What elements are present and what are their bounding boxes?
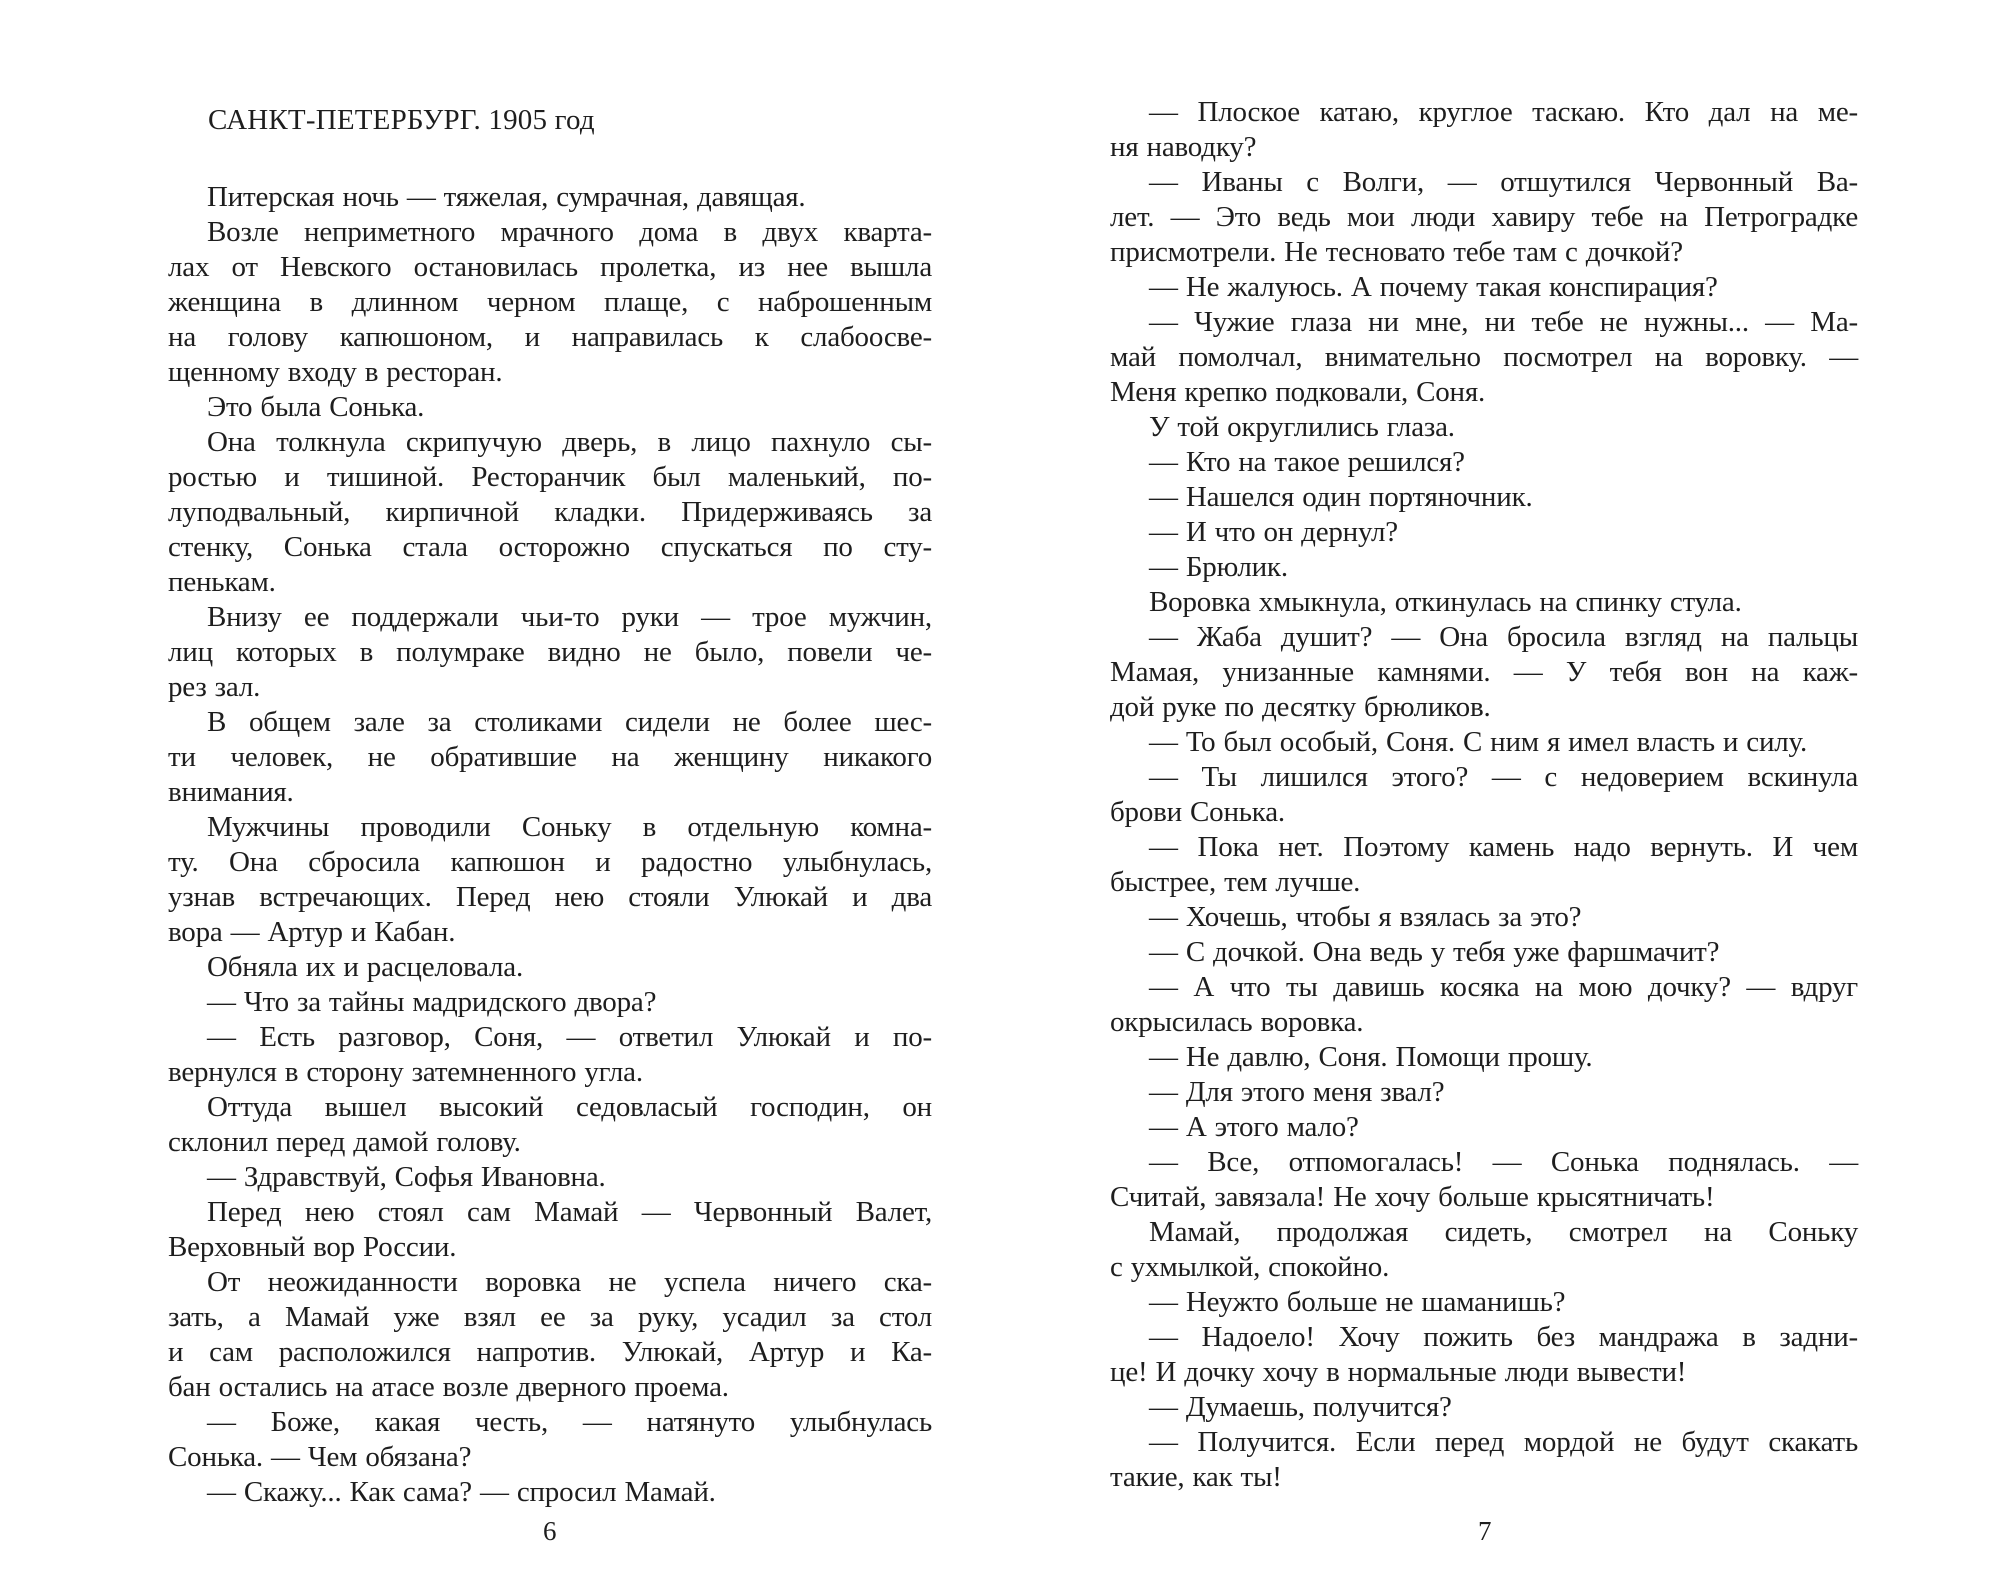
text-line: ти человек, не обратившие на женщину никакого — [168, 741, 932, 773]
text-line: — Для этого меня звал? — [1149, 1076, 1445, 1108]
text-line: — Есть разговор, Соня, — ответил Улюкай и по- — [207, 1021, 932, 1053]
text-line: вернулся в сторону затемненного угла. — [168, 1056, 643, 1088]
text-line: пенькам. — [168, 566, 276, 598]
text-line: — Здравствуй, Софья Ивановна. — [207, 1161, 606, 1193]
text-line: Меня крепко подковали, Соня. — [1110, 376, 1486, 408]
text-line: Это была Сонька. — [207, 391, 425, 423]
text-line: — Жаба душит? — Она бросила взгляд на пальцы — [1149, 621, 1858, 653]
text-line: внимания. — [168, 776, 294, 808]
text-line: — Нашелся один портяночник. — [1149, 481, 1533, 513]
text-line: на голову капюшоном, и направилась к слабоосве- — [168, 321, 932, 353]
text-line: — Кто на такое решился? — [1149, 446, 1465, 478]
text-line: ростью и тишиной. Ресторанчик был маленький, по- — [168, 461, 932, 493]
text-line: — Чужие глаза ни мне, ни тебе не нужны... — Ма- — [1149, 306, 1858, 338]
text-line: Внизу ее поддержали чьи-то руки — трое мужчин, — [207, 601, 932, 633]
text-line: — Ты лишился этого? — с недоверием вскинула — [1149, 761, 1858, 793]
text-line: — Думаешь, получится? — [1149, 1391, 1452, 1423]
text-line: зать, а Мамай уже взял ее за руку, усадил за стол — [168, 1301, 932, 1333]
text-line: — И что он дернул? — [1149, 516, 1398, 548]
text-line: окрысилась воровка. — [1110, 1006, 1364, 1038]
text-line: — А что ты давишь косяка на мою дочку? — вдруг — [1149, 971, 1858, 1003]
text-line: рез зал. — [168, 671, 261, 703]
text-line: У той округлились глаза. — [1149, 411, 1455, 443]
page-number: 6 — [543, 1516, 557, 1546]
text-line: — Боже, какая честь, — натянуто улыбнулась — [207, 1406, 932, 1438]
text-line: — Получится. Если перед мордой не будут скакать — [1149, 1426, 1858, 1458]
text-line: — Все, отпомогалась! — Сонька поднялась. — — [1149, 1146, 1858, 1178]
text-line: ту. Она сбросила капюшон и радостно улыбнулась, — [168, 846, 932, 878]
text-line: с ухмылкой, спокойно. — [1110, 1251, 1390, 1283]
text-line: Обняла их и расцеловала. — [207, 951, 524, 983]
text-line: присмотрели. Не тесновато тебе там с дочкой? — [1110, 236, 1683, 268]
text-line: бан остались на атасе возле дверного проема. — [168, 1371, 729, 1403]
text-line: Оттуда вышел высокий седовласый господин, он — [207, 1091, 932, 1123]
text-line: — Надоело! Хочу пожить без мандража в задни- — [1149, 1321, 1858, 1353]
text-line: луподвальный, кирпичной кладки. Придерживаясь за — [168, 496, 932, 528]
text-line: брови Сонька. — [1110, 796, 1285, 828]
text-line: щенному входу в ресторан. — [168, 356, 503, 388]
chapter-heading: САНКТ-ПЕТЕРБУРГ. 1905 год — [208, 104, 595, 136]
text-line: — Не давлю, Соня. Помощи прошу. — [1149, 1041, 1593, 1073]
text-line: — Плоское катаю, круглое таскаю. Кто дал на ме- — [1149, 96, 1858, 128]
text-line: женщина в длинном черном плаще, с наброшенным — [168, 286, 932, 318]
text-line: — А этого мало? — [1149, 1111, 1359, 1143]
text-line: Мужчины проводили Соньку в отдельную комна- — [207, 811, 932, 843]
text-line: Сонька. — Чем обязана? — [168, 1441, 472, 1473]
text-line: Мамая, унизанные камнями. — У тебя вон на каж- — [1110, 656, 1858, 688]
text-line: Верховный вор России. — [168, 1231, 457, 1263]
text-line: — Скажу... Как сама? — спросил Мамай. — [207, 1476, 716, 1508]
text-line: лах от Невского остановилась пролетка, из нее вышла — [168, 251, 932, 283]
text-line: Возле неприметного мрачного дома в двух кварта- — [207, 216, 932, 248]
text-line: и сам расположился напротив. Улюкай, Артур и Ка- — [168, 1336, 932, 1368]
text-line: быстрее, тем лучше. — [1110, 866, 1361, 898]
text-line: лиц которых в полумраке видно не было, повели че- — [168, 636, 932, 668]
text-line: — То был особый, Соня. С ним я имел власть и силу. — [1149, 726, 1807, 758]
text-line: стенку, Сонька стала осторожно спускаться по сту- — [168, 531, 932, 563]
text-line: склонил перед дамой голову. — [168, 1126, 521, 1158]
text-line: вора — Артур и Кабан. — [168, 916, 456, 948]
text-line: От неожиданности воровка не успела ничего ска- — [207, 1266, 932, 1298]
text-line: Считай, завязала! Не хочу больше крысятничать! — [1110, 1181, 1715, 1213]
text-line: май помолчал, внимательно посмотрел на воровку. — — [1110, 341, 1858, 373]
text-line: Она толкнула скрипучую дверь, в лицо пахнуло сы- — [207, 426, 932, 458]
text-line: узнав встречающих. Перед нею стояли Улюкай и два — [168, 881, 932, 913]
text-line: — С дочкой. Она ведь у тебя уже фаршмачит? — [1149, 936, 1720, 968]
text-line: лет. — Это ведь мои люди хавиру тебе на Петроградке — [1110, 201, 1858, 233]
text-line: Воровка хмыкнула, откинулась на спинку стула. — [1149, 586, 1742, 618]
text-line: дой руке по десятку брюликов. — [1110, 691, 1491, 723]
text-line: такие, как ты! — [1110, 1461, 1282, 1493]
text-line: — Не жалуюсь. А почему такая конспирация? — [1149, 271, 1718, 303]
text-line: — Брюлик. — [1149, 551, 1288, 583]
right-page — [1000, 0, 2000, 1572]
text-line: це! И дочку хочу в нормальные люди вывести! — [1110, 1356, 1687, 1388]
text-line: Перед нею стоял сам Мамай — Червонный Валет, — [207, 1196, 932, 1228]
page-number: 7 — [1478, 1516, 1492, 1546]
text-line: ня наводку? — [1110, 131, 1257, 163]
text-line: Питерская ночь — тяжелая, сумрачная, давящая. — [207, 181, 806, 213]
text-line: — Иваны с Волги, — отшутился Червонный Ва- — [1149, 166, 1858, 198]
text-line: — Неужто больше не шаманишь? — [1149, 1286, 1566, 1318]
text-line: — Что за тайны мадридского двора? — [207, 986, 657, 1018]
text-line: — Хочешь, чтобы я взялась за это? — [1149, 901, 1582, 933]
text-line: — Пока нет. Поэтому камень надо вернуть. И чем — [1149, 831, 1858, 863]
text-line: В общем зале за столиками сидели не более шес- — [207, 706, 932, 738]
text-line: Мамай, продолжая сидеть, смотрел на Соньку — [1149, 1216, 1858, 1248]
